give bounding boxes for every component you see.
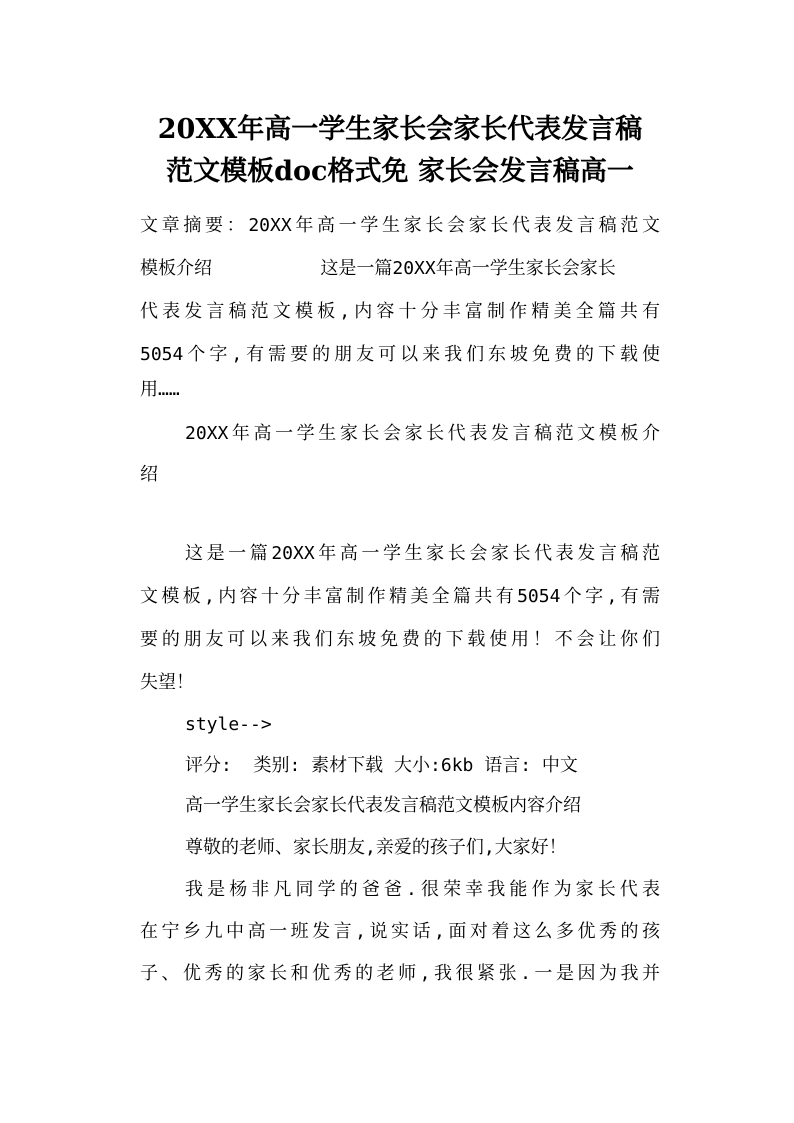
document-title-line-1: 20XX年高一学生家长会家长代表发言稿 <box>157 114 643 145</box>
intro-heading-line-2: 绍 <box>140 464 158 485</box>
greeting-line: 尊敬的老师、家长朋友,亲爱的孩子们,大家好！ <box>185 837 567 858</box>
style-line: style--> <box>185 714 272 735</box>
abstract-line-1: 文章摘要：20XX年高一学生家长会家长代表发言稿范文 <box>140 215 660 236</box>
content-heading: 高一学生家长会家长代表发言稿范文模板内容介绍 <box>185 795 581 816</box>
meta-line: 评分: 类别: 素材下载 大小:6kb 语言: 中文 <box>185 755 578 776</box>
intro-body-line-3: 要的朋友可以来我们东坡免费的下载使用！不会让你们 <box>140 629 660 650</box>
body-line-3: 子、优秀的家长和优秀的老师,我很紧张.一是因为我并 <box>140 963 660 984</box>
intro-body-line-2: 文模板,内容十分丰富制作精美全篇共有5054个字,有需 <box>140 586 660 607</box>
intro-body-line-4: 失望！ <box>140 672 194 693</box>
body-line-1: 我是杨非凡同学的爸爸.很荣幸我能作为家长代表 <box>185 879 660 900</box>
intro-heading-line-1: 20XX年高一学生家长会家长代表发言稿范文模板介 <box>185 423 660 444</box>
intro-body-line-1: 这是一篇20XX年高一学生家长会家长代表发言稿范 <box>185 543 660 564</box>
abstract-line-3: 代表发言稿范文模板,内容十分丰富制作精美全篇共有 <box>140 301 660 322</box>
abstract-line-4: 5054个字,有需要的朋友可以来我们东坡免费的下载使 <box>140 344 660 365</box>
body-line-2: 在宁乡九中高一班发言,说实话,面对着这么多优秀的孩 <box>140 921 660 942</box>
document-title-line-2: 范文模板doc格式免 家长会发言稿高一 <box>166 156 634 187</box>
abstract-line-2: 模板介绍 这是一篇20XX年高一学生家长会家长 <box>140 258 616 279</box>
abstract-line-5: 用…… <box>140 379 180 400</box>
